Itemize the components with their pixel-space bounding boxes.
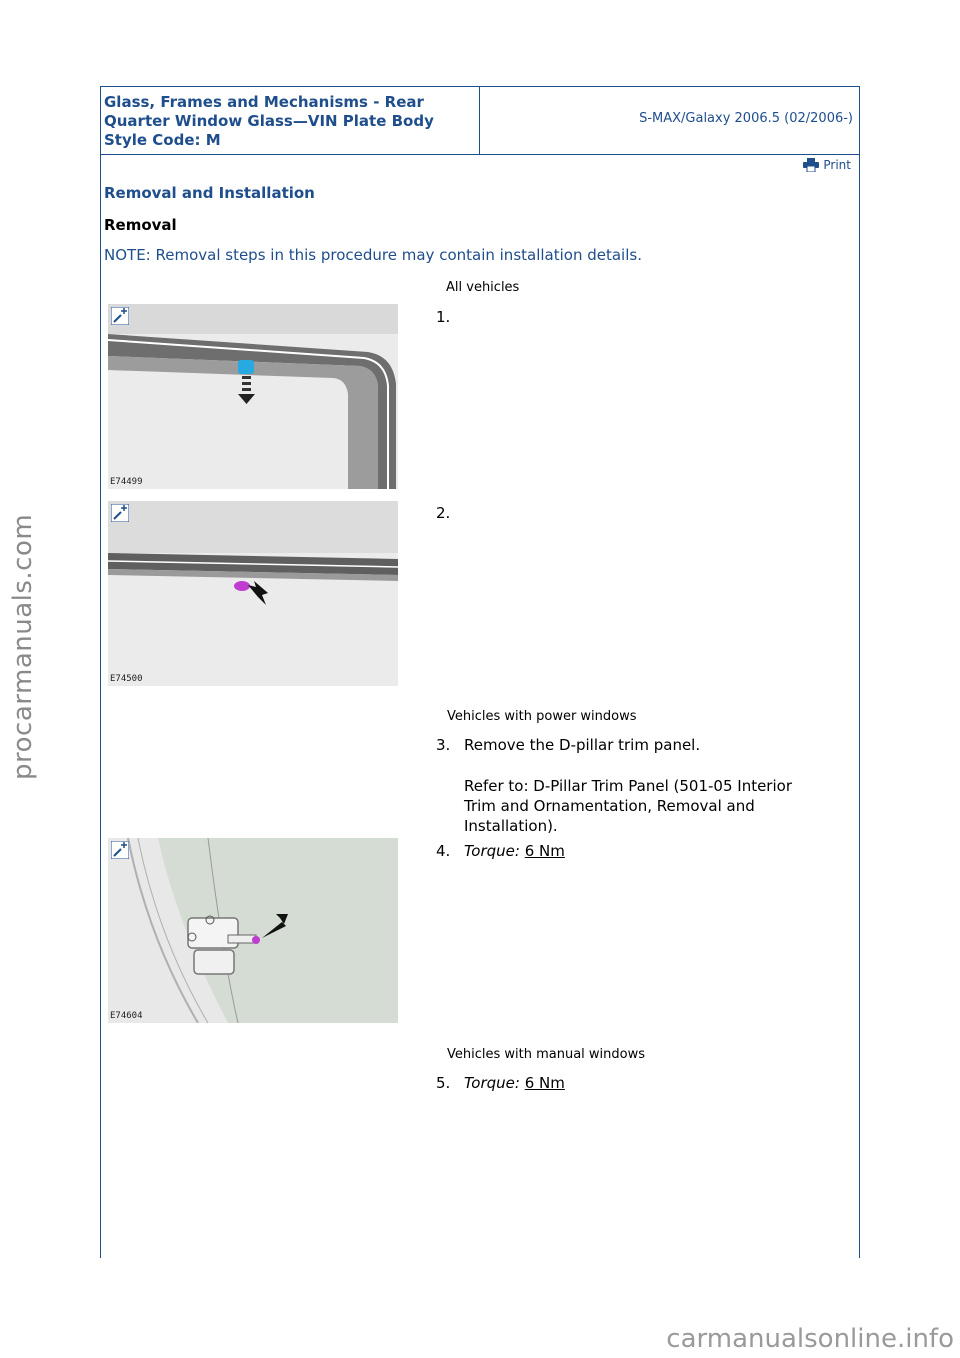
document-header [101,87,859,155]
torque-label: Torque: [464,1074,520,1092]
figure-code: E74604 [110,1011,143,1021]
figure-code: E74500 [110,674,143,684]
step-number: 5. [436,1074,451,1092]
reference-line: Installation). [464,817,558,835]
step-number: 2. [436,504,451,522]
zoom-icon[interactable] [111,841,129,859]
step-3-reference[interactable] [464,776,844,836]
step-5 [436,1073,464,1093]
step-number: 1. [436,308,451,326]
figure-e74604 [108,838,398,1023]
printer-icon [803,158,819,172]
zoom-icon[interactable] [111,307,129,325]
window-screw-illustration [108,501,398,686]
window-clip-illustration [108,304,398,489]
step-4-torque [464,841,844,861]
print-link[interactable] [803,158,851,172]
figure-e74499 [108,304,398,489]
step-1 [436,307,464,327]
reference-line: Trim and Ornamentation, Removal and [464,797,755,815]
figure-e74500 [108,501,398,686]
torque-value[interactable]: 6 Nm [524,842,565,860]
step-5-torque [464,1073,844,1093]
zoom-icon[interactable] [111,504,129,522]
section-title: Removal and Installation [104,184,315,202]
group-label-all: All vehicles [446,280,520,295]
bottom-watermark: carmanualsonline.info [666,1324,954,1354]
title-line: Style Code: M [104,131,221,149]
figure-code: E74499 [110,477,143,487]
note-text: NOTE: Removal steps in this procedure may contain installation details. [104,246,642,264]
step-2 [436,503,464,523]
group-label-power: Vehicles with power windows [447,709,637,724]
title-line: Quarter Window Glass—VIN Plate Body [104,112,434,130]
torque-label: Torque: [464,842,520,860]
subsection-title: Removal [104,216,177,234]
step-3-text: Remove the D-pillar trim panel. [464,736,701,754]
title-line: Glass, Frames and Mechanisms - Rear [104,93,424,111]
step-4 [436,841,464,861]
torque-value[interactable]: 6 Nm [524,1074,565,1092]
model-label: S-MAX/Galaxy 2006.5 (02/2006-) [639,111,853,126]
reference-line: Refer to: D-Pillar Trim Panel (501-05 Interior [464,777,792,795]
quarter-glass-hinge-illustration [108,838,398,1023]
step-3 [436,735,464,755]
print-label: Print [823,158,851,172]
group-label-manual: Vehicles with manual windows [447,1047,646,1062]
document-frame [100,86,860,1258]
header-divider [479,87,480,154]
document-title [104,93,476,150]
step-number: 4. [436,842,451,860]
side-watermark: procarmanuals.com [8,513,38,780]
step-number: 3. [436,736,451,754]
